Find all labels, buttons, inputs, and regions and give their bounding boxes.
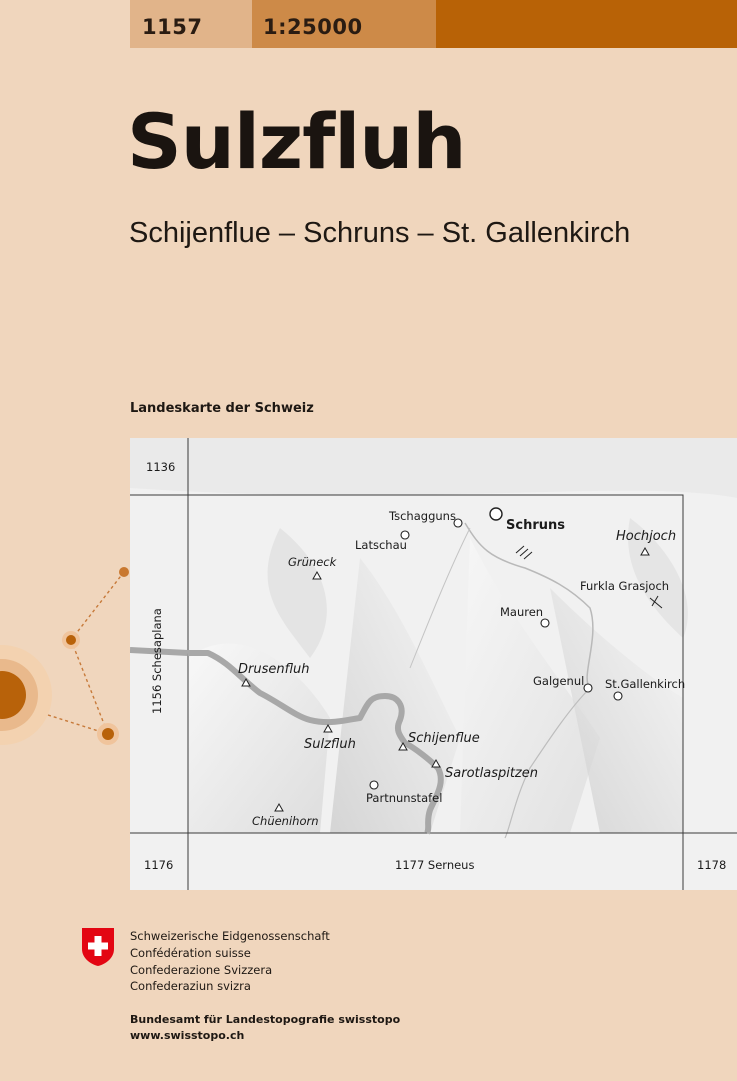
place-symbol-schruns bbox=[490, 508, 502, 520]
publisher-name-it: Confederazione Svizzera bbox=[130, 962, 273, 977]
overview-map-svg bbox=[130, 438, 737, 890]
place-label-furkla-grasjoch: Furkla Grasjoch bbox=[580, 579, 670, 593]
header-band-accent bbox=[436, 0, 737, 48]
decorative-connector bbox=[0, 540, 140, 760]
place-label-schijenflue: Schijenflue bbox=[408, 731, 480, 746]
place-label-sulzfluh: Sulzfluh bbox=[304, 737, 356, 752]
agency-name: Bundesamt für Landestopografie swisstopo bbox=[130, 1013, 401, 1026]
place-symbol-stgallenkirch bbox=[614, 692, 622, 700]
overview-map bbox=[130, 438, 737, 890]
place-label-latschau: Latschau bbox=[355, 538, 407, 552]
neighbor-sheet-1176: 1176 bbox=[144, 858, 174, 872]
place-symbol-mauren bbox=[541, 619, 549, 627]
place-label-partnunstafel: Partnunstafel bbox=[366, 791, 443, 805]
publisher-name-rm: Confederaziun svizra bbox=[130, 979, 251, 994]
agency-website-link[interactable]: www.swisstopo.ch bbox=[130, 1029, 245, 1042]
place-label-mauren: Mauren bbox=[500, 605, 544, 619]
place-label-hochjoch: Hochjoch bbox=[616, 529, 677, 544]
series-label: Landeskarte der Schweiz bbox=[130, 401, 314, 416]
place-label-grueneck: Grüneck bbox=[288, 555, 337, 569]
neighbor-sheet-1136: 1136 bbox=[146, 460, 176, 474]
place-label-stgallenkirch: St.Gallenkirch bbox=[605, 677, 686, 691]
agency-block bbox=[130, 1012, 400, 1044]
publisher-name-de: Schweizerische Eidgenossenschaft bbox=[130, 929, 330, 943]
place-label-schruns: Schruns bbox=[506, 518, 565, 533]
swiss-flag-icon bbox=[81, 927, 115, 967]
publisher-name-fr: Confédération suisse bbox=[130, 945, 251, 960]
neighbor-sheet-1177: 1177 Serneus bbox=[395, 858, 475, 872]
place-label-galgenul: Galgenul bbox=[533, 674, 585, 688]
map-scale: 1:25000 bbox=[263, 15, 363, 39]
place-symbol-partnunstafel bbox=[370, 781, 378, 789]
publisher-names bbox=[130, 928, 330, 995]
place-label-sarotlaspitzen: Sarotlaspitzen bbox=[445, 766, 538, 781]
sheet-number: 1157 bbox=[142, 15, 203, 39]
place-label-tschagguns: Tschagguns bbox=[389, 509, 456, 523]
place-label-drusenfluh: Drusenfluh bbox=[238, 662, 310, 677]
place-label-chuenihorn: Chüenihorn bbox=[252, 814, 319, 828]
neighbor-sheet-1178: 1178 bbox=[697, 858, 727, 872]
neighbor-sheet-1156: 1156 Schesaplana bbox=[150, 608, 164, 714]
place-symbol-galgenul bbox=[584, 684, 592, 692]
page-title: Sulzfluh bbox=[127, 97, 466, 186]
page-subtitle: Schijenflue – Schruns – St. Gallenkirch bbox=[129, 217, 631, 249]
